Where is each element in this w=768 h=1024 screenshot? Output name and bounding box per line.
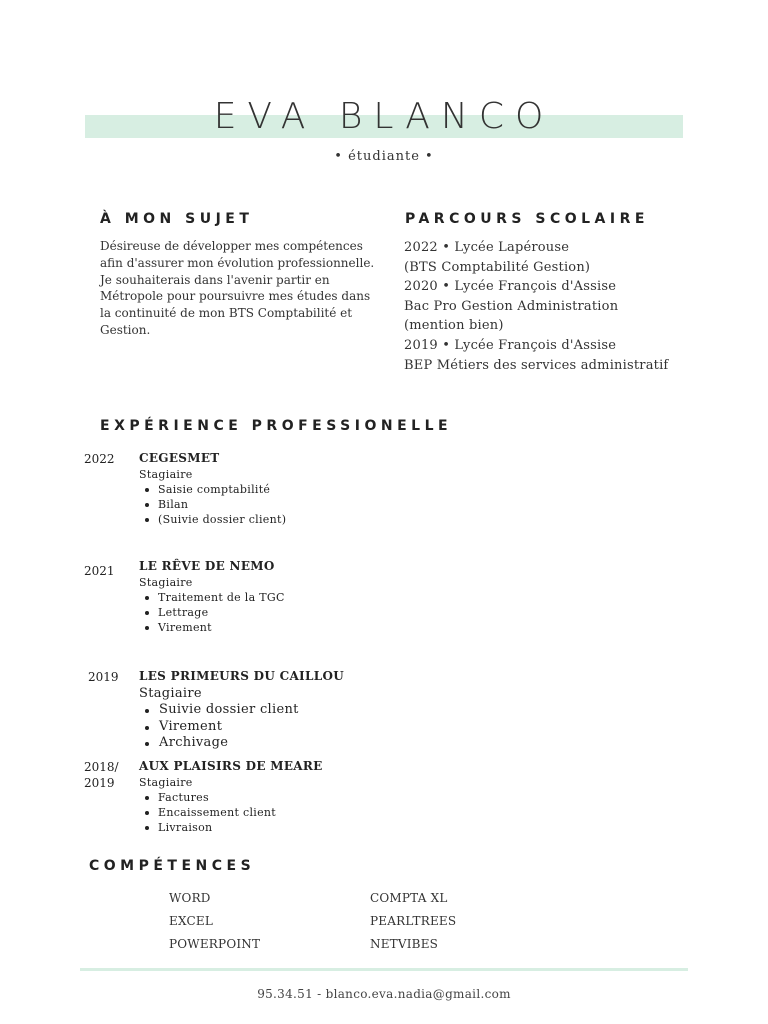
education-line: (mention bien) <box>404 318 504 334</box>
about-line: afin d'assurer mon évolution professionnelle. <box>100 255 375 270</box>
job-role: Stagiaire <box>139 686 202 701</box>
about-line: Je souhaiterais dans l'avenir partir en <box>100 272 330 287</box>
skill-item: POWERPOINT <box>169 937 261 951</box>
job-task-list <box>139 590 539 635</box>
job-year: 2019 <box>88 670 119 684</box>
education-line: 2020 • Lycée François d'Assise <box>404 279 617 295</box>
about-line: Métropole pour poursuivre mes études dans <box>100 289 371 304</box>
contact-info: 95.34.51 - blanco.eva.nadia@gmail.com <box>257 987 511 1001</box>
skill-item: NETVIBES <box>370 937 439 951</box>
job-task: Livraison <box>139 820 539 835</box>
skills-heading: COMPÉTENCES <box>89 858 256 874</box>
education-line: 2019 • Lycée François d'Assise <box>404 337 617 353</box>
job-entry <box>139 758 539 835</box>
skill-item: PEARLTREES <box>370 914 457 928</box>
job-role: Stagiaire <box>139 576 193 589</box>
education-line: (BTS Comptabilité Gestion) <box>404 259 591 275</box>
about-line: la continuité de mon BTS Comptabilité et <box>100 306 353 321</box>
education-list <box>404 238 704 375</box>
education-line: BEP Métiers des services administratif <box>404 357 669 373</box>
footer-divider <box>80 968 688 971</box>
job-task: Factures <box>139 790 539 805</box>
job-entry <box>139 558 539 635</box>
job-task: Encaissement client <box>139 805 539 820</box>
skill-item: COMPTA XL <box>370 891 448 905</box>
job-task: Archivage <box>139 735 539 752</box>
job-role: Stagiaire <box>139 776 193 789</box>
job-entry <box>139 450 539 527</box>
job-task: Saisie comptabilité <box>139 482 539 497</box>
about-line: Gestion. <box>100 322 151 337</box>
job-task: Virement <box>139 620 539 635</box>
job-role: Stagiaire <box>139 468 193 481</box>
about-heading: À MON SUJET <box>100 211 254 227</box>
about-text <box>100 238 390 339</box>
job-year-line: 2019 <box>84 776 115 790</box>
job-task-list <box>139 702 539 752</box>
job-task-list <box>139 482 539 527</box>
job-task: Suivie dossier client <box>139 702 539 719</box>
job-company: LE RÊVE DE NEMO <box>139 559 275 573</box>
skill-item: EXCEL <box>169 914 214 928</box>
job-task: (Suivie dossier client) <box>139 512 539 527</box>
job-task: Bilan <box>139 497 539 512</box>
job-year <box>84 759 119 791</box>
job-task-list <box>139 790 539 835</box>
education-line: 2022 • Lycée Lapérouse <box>404 240 570 255</box>
candidate-name: EVA BLANCO <box>213 96 555 137</box>
job-company: AUX PLAISIRS DE MEARE <box>139 759 323 773</box>
job-company: CEGESMET <box>139 451 220 465</box>
job-task: Traitement de la TGC <box>139 590 539 605</box>
job-company: LES PRIMEURS DU CAILLOU <box>139 669 344 683</box>
education-heading: PARCOURS SCOLAIRE <box>405 211 649 227</box>
about-line: Désireuse de développer mes compétences <box>100 239 363 253</box>
experience-heading: EXPÉRIENCE PROFESSIONELLE <box>100 418 453 434</box>
job-task: Lettrage <box>139 605 539 620</box>
job-entry <box>139 668 539 752</box>
education-line: Bac Pro Gestion Administration <box>404 298 619 314</box>
job-task: Virement <box>139 719 539 736</box>
job-year-line: 2018/ <box>84 760 119 774</box>
job-year: 2022 <box>84 452 115 466</box>
skill-item: WORD <box>169 891 211 905</box>
job-year: 2021 <box>84 564 115 578</box>
candidate-subtitle: • étudiante • <box>334 149 434 164</box>
